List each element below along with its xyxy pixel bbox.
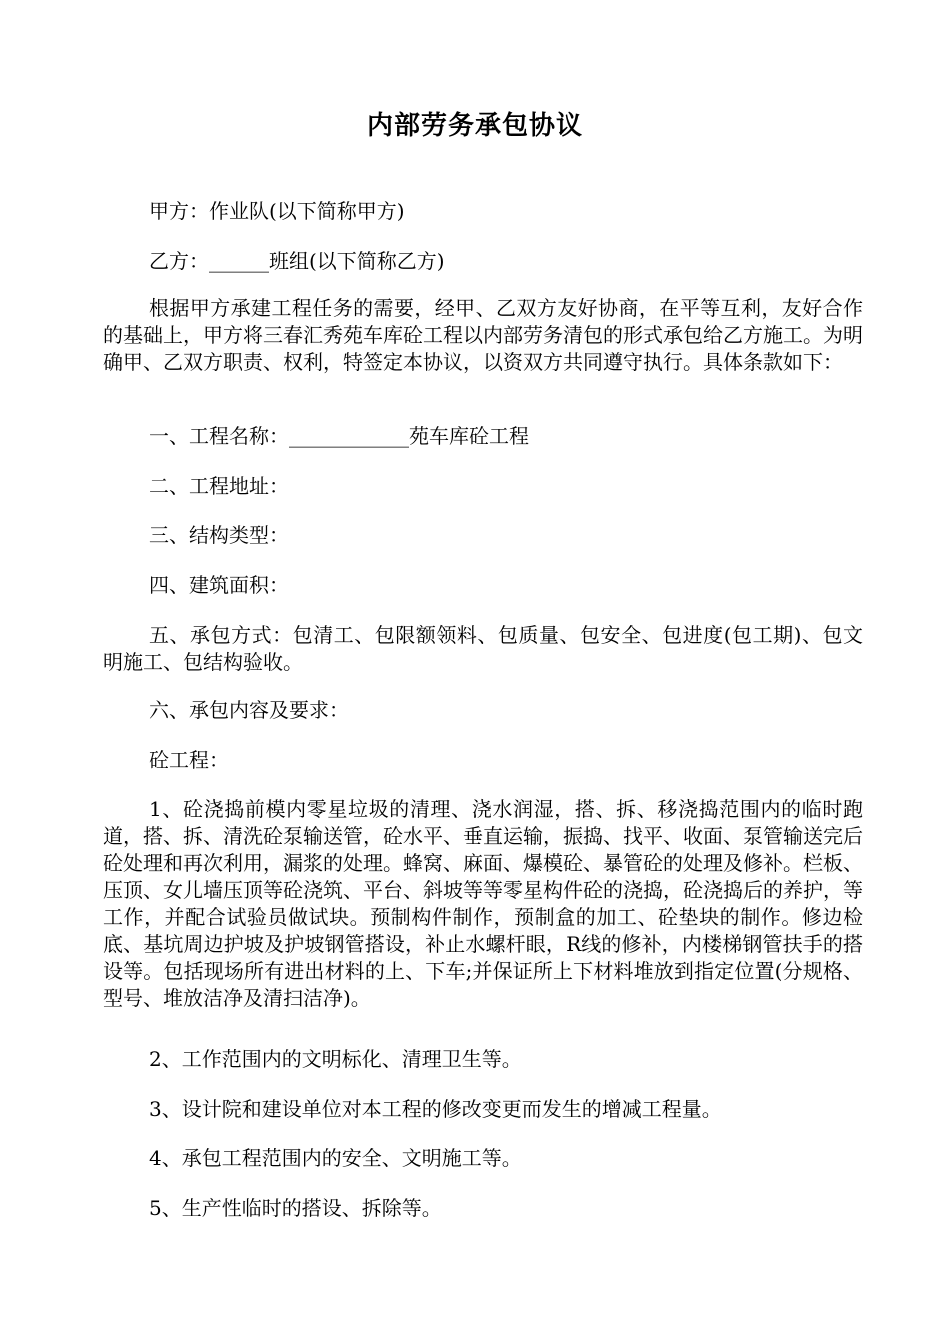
party-a-line: 甲方：作业队(以下简称甲方) (149, 199, 405, 223)
item-5-paragraph: 5、生产性临时的搭设、拆除等。 (149, 1196, 442, 1220)
party-b-line: 乙方：______班组(以下简称乙方) (149, 249, 445, 273)
section-concrete-work: 砼工程： (149, 748, 229, 772)
item-1-paragraph: 1、砼浇捣前模内零星垃圾的清理、浇水润湿，搭、拆、移浇捣范围内的临时跑道，搭、拆、清洗砼泵输送管，砼水平、垂直运输，振捣、找平、收面、泵管输送完后砼处理和再次利用，漏浆的处理。蜂窝、麻面、爆模砼、暴管砼的处理及修补。栏板、压顶、女儿墙压顶等砼浇筑、平台、斜坡等等零星构件砼的浇捣，砼浇捣后的养护，等工作，并配合试验员做试块。预制构件制作，预制盒的加工、砼垫块的制作。修边检底、基坑周边护坡及护坡钢管搭设，补止水螺杆眼，R线的修补，内楼梯钢管扶手的搭设等。包括现场所有进出材料的上、下车;并保证所上下材料堆放到指定位置(分规格、型号、堆放洁净及清扫洁净)。 (103, 797, 863, 1010)
clause-contract-content: 六、承包内容及要求： (149, 698, 349, 722)
clause-building-area: 四、建筑面积： (149, 573, 289, 597)
clause-project-name: 一、工程名称：____________苑车库砼工程 (149, 424, 529, 448)
clause-project-address: 二、工程地址： (149, 474, 289, 498)
item-3-paragraph: 3、设计院和建设单位对本工程的修改变更而发生的增减工程量。 (149, 1097, 722, 1121)
item-4-paragraph: 4、承包工程范围内的安全、文明施工等。 (149, 1146, 522, 1170)
preamble-paragraph: 根据甲方承建工程任务的需要，经甲、乙双方友好协商，在平等互利，友好合作的基础上，甲方将三春汇秀苑车库砼工程以内部劳务清包的形式承包给乙方施工。为明确甲、乙双方职责、权利，特签定本协议，以资双方共同遵守执行。具体条款如下： (103, 296, 863, 374)
clause-structure-type: 三、结构类型： (149, 523, 289, 547)
item-2-paragraph: 2、工作范围内的文明标化、清理卫生等。 (149, 1047, 522, 1071)
document-title: 内部劳务承包协议 (366, 111, 583, 141)
clause-contract-mode: 五、承包方式：包清工、包限额领料、包质量、包安全、包进度(包工期)、包文明施工、包结构验收。 (103, 623, 863, 674)
